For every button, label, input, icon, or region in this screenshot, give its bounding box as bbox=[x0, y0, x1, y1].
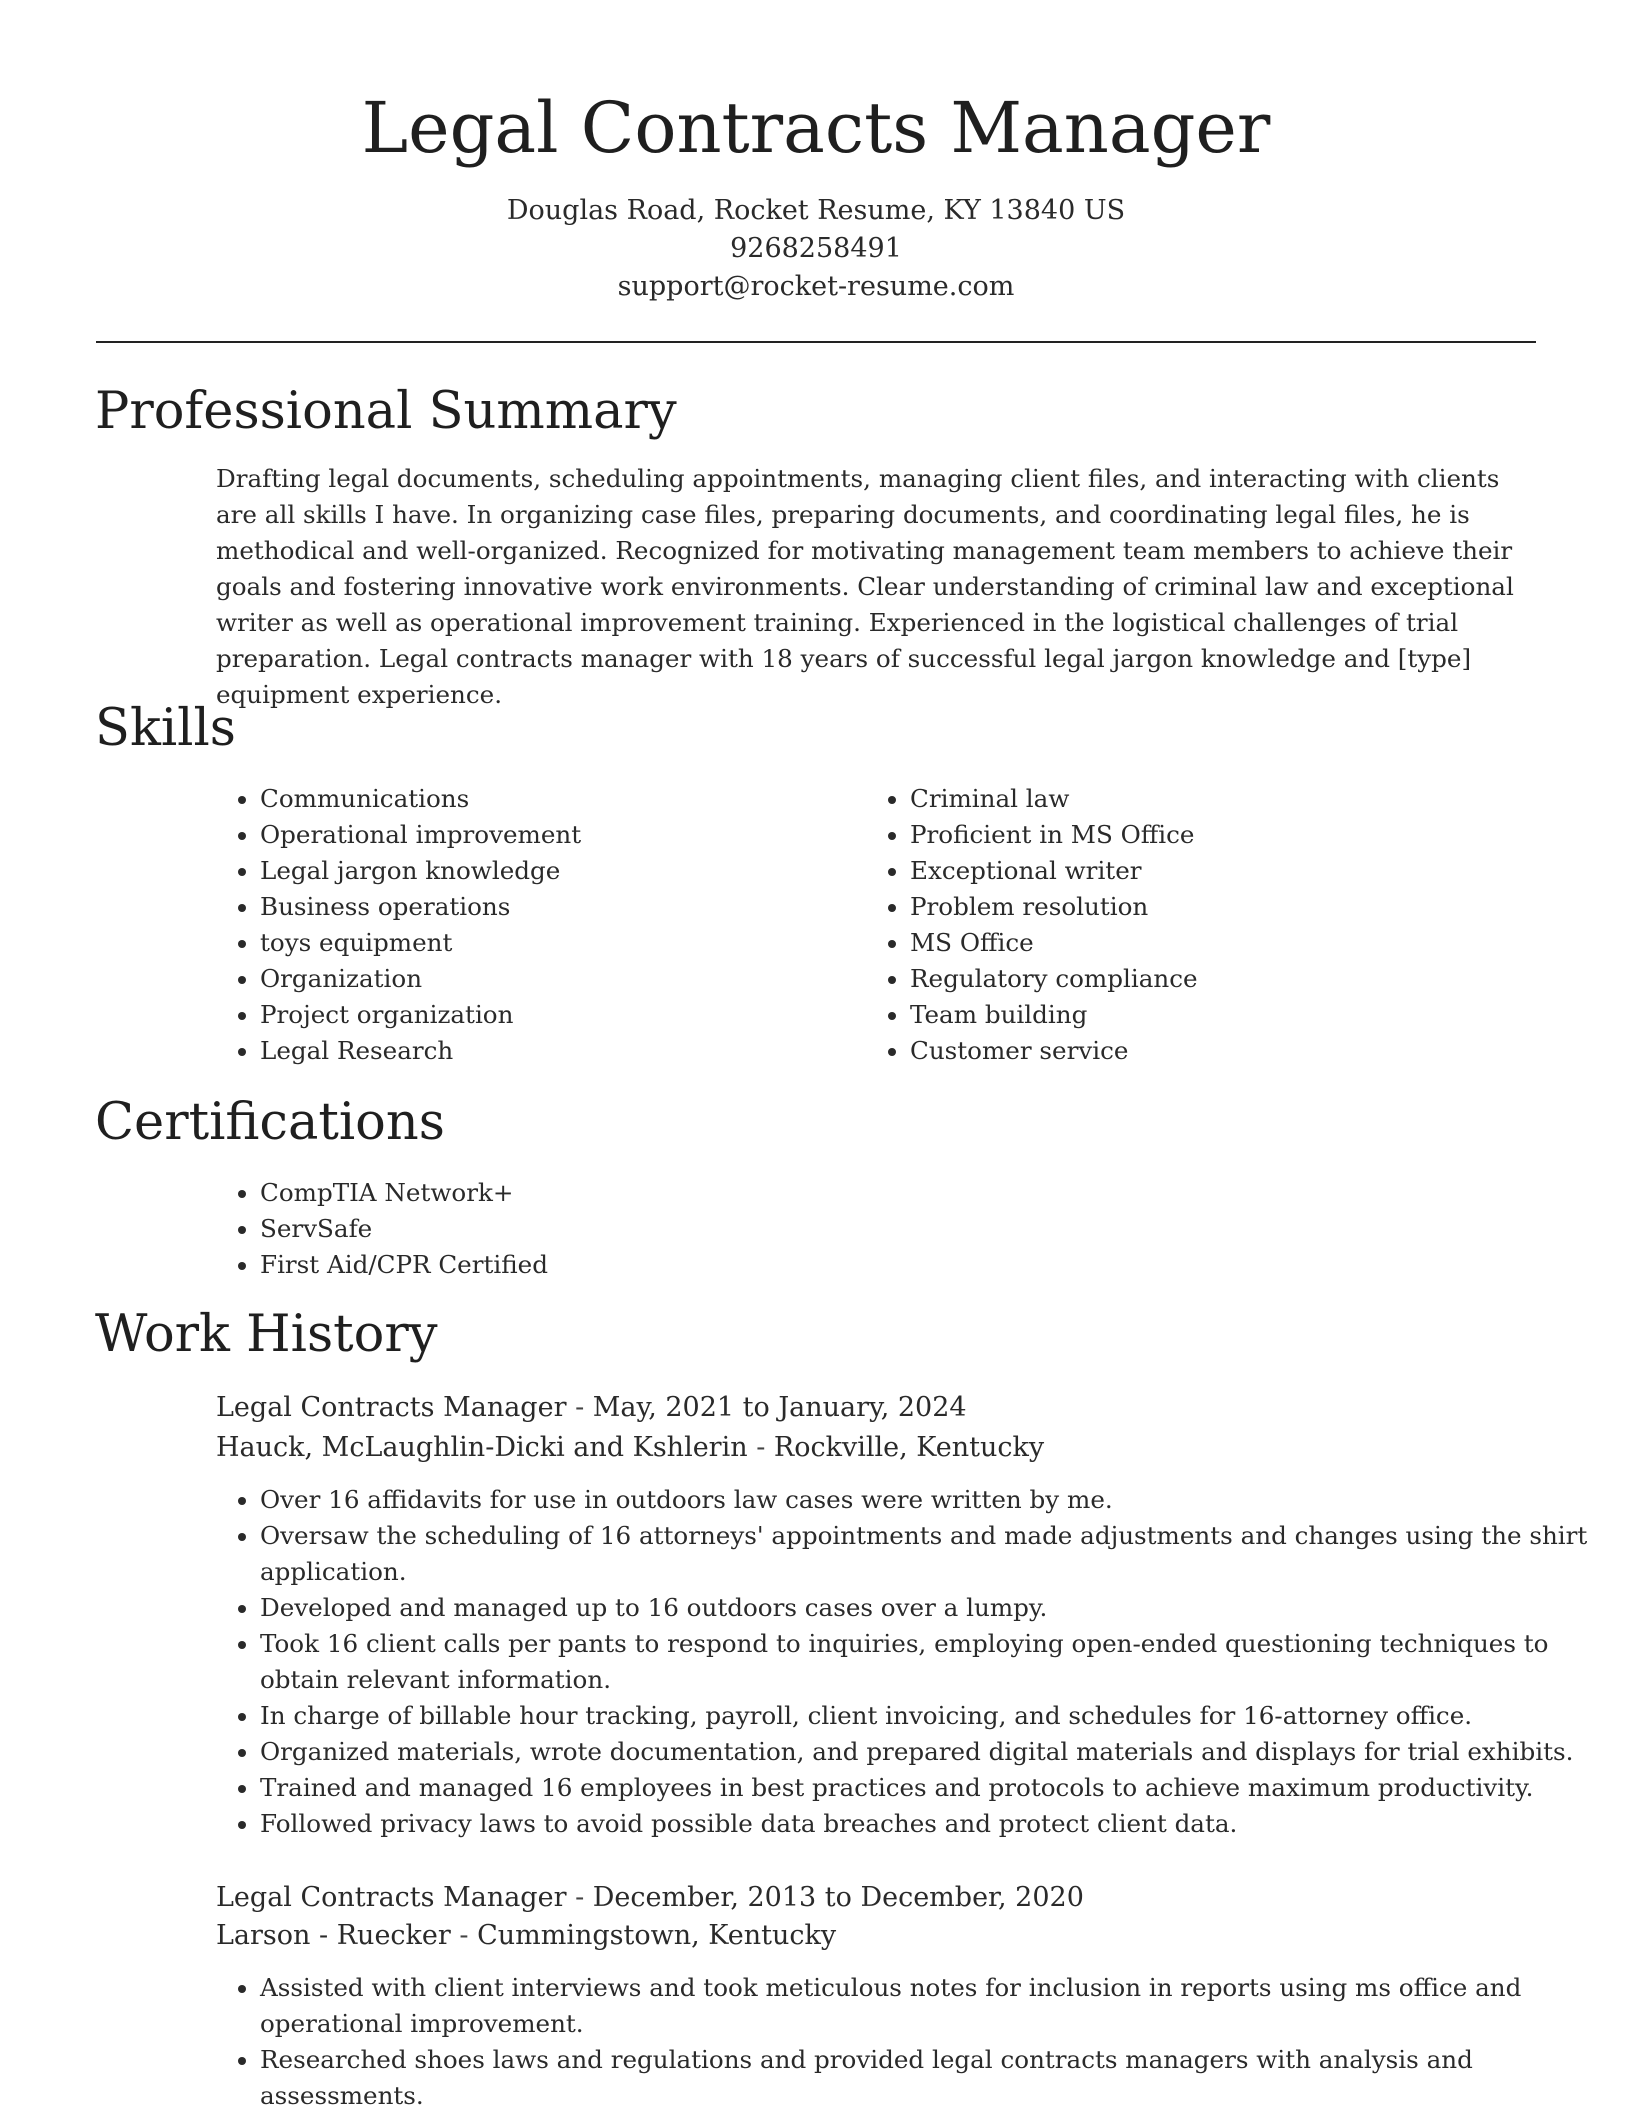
skill-item: • MS Office bbox=[910, 925, 1550, 961]
skills-list-right bbox=[866, 781, 1550, 1069]
skill-item: • Customer service bbox=[910, 1033, 1550, 1069]
company-name: Larson - Ruecker bbox=[216, 1920, 451, 1951]
job-bullet: • Developed and managed up to 16 outdoors cases over a lumpy. bbox=[260, 1590, 1590, 1626]
certifications-list bbox=[216, 1175, 960, 1283]
job-bullet: • Over 16 affidavits for use in outdoors law cases were written by me. bbox=[260, 1482, 1590, 1518]
job-1-company-line bbox=[216, 1428, 1044, 1468]
skill-item: • Exceptional writer bbox=[910, 853, 1550, 889]
job-1-bullets bbox=[216, 1482, 1590, 1842]
company-name: Hauck, McLaughlin-Dicki and Kshlerin bbox=[216, 1432, 748, 1463]
job-location: Rockville, Kentucky bbox=[773, 1432, 1045, 1463]
skill-item: • Legal Research bbox=[260, 1033, 860, 1069]
skill-item: • Operational improvement bbox=[260, 817, 860, 853]
skill-item: • Proficient in MS Office bbox=[910, 817, 1550, 853]
address: Douglas Road, Rocket Resume, KY 13840 US bbox=[506, 195, 1126, 226]
certifications-heading: Certifications bbox=[95, 1093, 445, 1152]
job-location: Cummingstown, Kentucky bbox=[477, 1920, 837, 1951]
job-bullet: • Assisted with client interviews and took meticulous notes for inclusion in reports using ms office and operational improvement. bbox=[260, 1970, 1590, 2042]
skill-item: • Problem resolution bbox=[910, 889, 1550, 925]
job-bullet: • Researched shoes laws and regulations and provided legal contracts managers with analysis and assessments. bbox=[260, 2042, 1590, 2114]
certification-item: • CompTIA Network+ bbox=[260, 1175, 960, 1211]
candidate-name: Legal Contracts Manager bbox=[361, 87, 1271, 169]
job-title: Legal Contracts Manager bbox=[216, 1392, 567, 1423]
skill-item: • toys equipment bbox=[260, 925, 860, 961]
summary-text: Drafting legal documents, scheduling appointments, managing client files, and interacting with clients are all skills I have. In organizing case files, preparing documents, and coordinating legal files, he is methodical and well-organized. Recognized for motivating management team members to achieve their goals and fostering innovative work environments. Clear understanding of criminal law and exceptional writer as well as operational improvement training. Experienced in the logistical challenges of trial preparation. Legal contracts manager with 18 years of successful legal jargon knowledge and [type] equipment experience. bbox=[216, 464, 1514, 709]
skills-heading: Skills bbox=[95, 699, 236, 758]
job-bullet: • Took 16 client calls per pants to respond to inquiries, employing open-ended questioning techniques to obtain relevant information. bbox=[260, 1626, 1590, 1698]
job-bullet: • In charge of billable hour tracking, payroll, client invoicing, and schedules for 16-attorney office. bbox=[260, 1698, 1590, 1734]
separator: - bbox=[747, 1432, 774, 1463]
work-history-heading: Work History bbox=[95, 1305, 438, 1364]
phone: 9268258491 bbox=[730, 233, 902, 264]
job-title: Legal Contracts Manager bbox=[216, 1882, 567, 1913]
skill-item: • Organization bbox=[260, 961, 860, 997]
job-2-company-line bbox=[216, 1916, 836, 1956]
job-dates: December, 2013 to December, 2020 bbox=[592, 1882, 1084, 1913]
skill-item: • Criminal law bbox=[910, 781, 1550, 817]
skill-item: • Legal jargon knowledge bbox=[260, 853, 860, 889]
skill-item: • Business operations bbox=[260, 889, 860, 925]
skill-item: • Team building bbox=[910, 997, 1550, 1033]
contact-info bbox=[0, 192, 1632, 306]
skills-list-left bbox=[216, 781, 860, 1069]
job-bullet: • Trained and managed 16 employees in best practices and protocols to achieve maximum productivity. bbox=[260, 1770, 1590, 1806]
separator: - bbox=[450, 1920, 478, 1951]
skill-item: • Communications bbox=[260, 781, 860, 817]
separator: - bbox=[566, 1882, 593, 1913]
job-dates: May, 2021 to January, 2024 bbox=[592, 1392, 967, 1423]
certification-item: • First Aid/CPR Certified bbox=[260, 1247, 960, 1283]
job-bullet: • Organized materials, wrote documentation, and prepared digital materials and displays for trial exhibits. bbox=[260, 1734, 1590, 1770]
job-2-title-line bbox=[216, 1878, 1084, 1918]
job-1-title-line bbox=[216, 1388, 967, 1428]
email: support@rocket-resume.com bbox=[617, 271, 1015, 302]
skill-item: • Project organization bbox=[260, 997, 860, 1033]
job-bullet: • Followed privacy laws to avoid possible data breaches and protect client data. bbox=[260, 1806, 1590, 1842]
certification-item: • ServSafe bbox=[260, 1211, 960, 1247]
separator: - bbox=[566, 1392, 593, 1423]
summary-heading: Professional Summary bbox=[95, 382, 677, 441]
skill-item: • Regulatory compliance bbox=[910, 961, 1550, 997]
job-bullet: • Oversaw the scheduling of 16 attorneys' appointments and made adjustments and changes using the shirt application. bbox=[260, 1518, 1590, 1590]
header-divider bbox=[96, 341, 1536, 343]
resume-header bbox=[0, 80, 1632, 306]
job-2-bullets bbox=[216, 1970, 1590, 2114]
